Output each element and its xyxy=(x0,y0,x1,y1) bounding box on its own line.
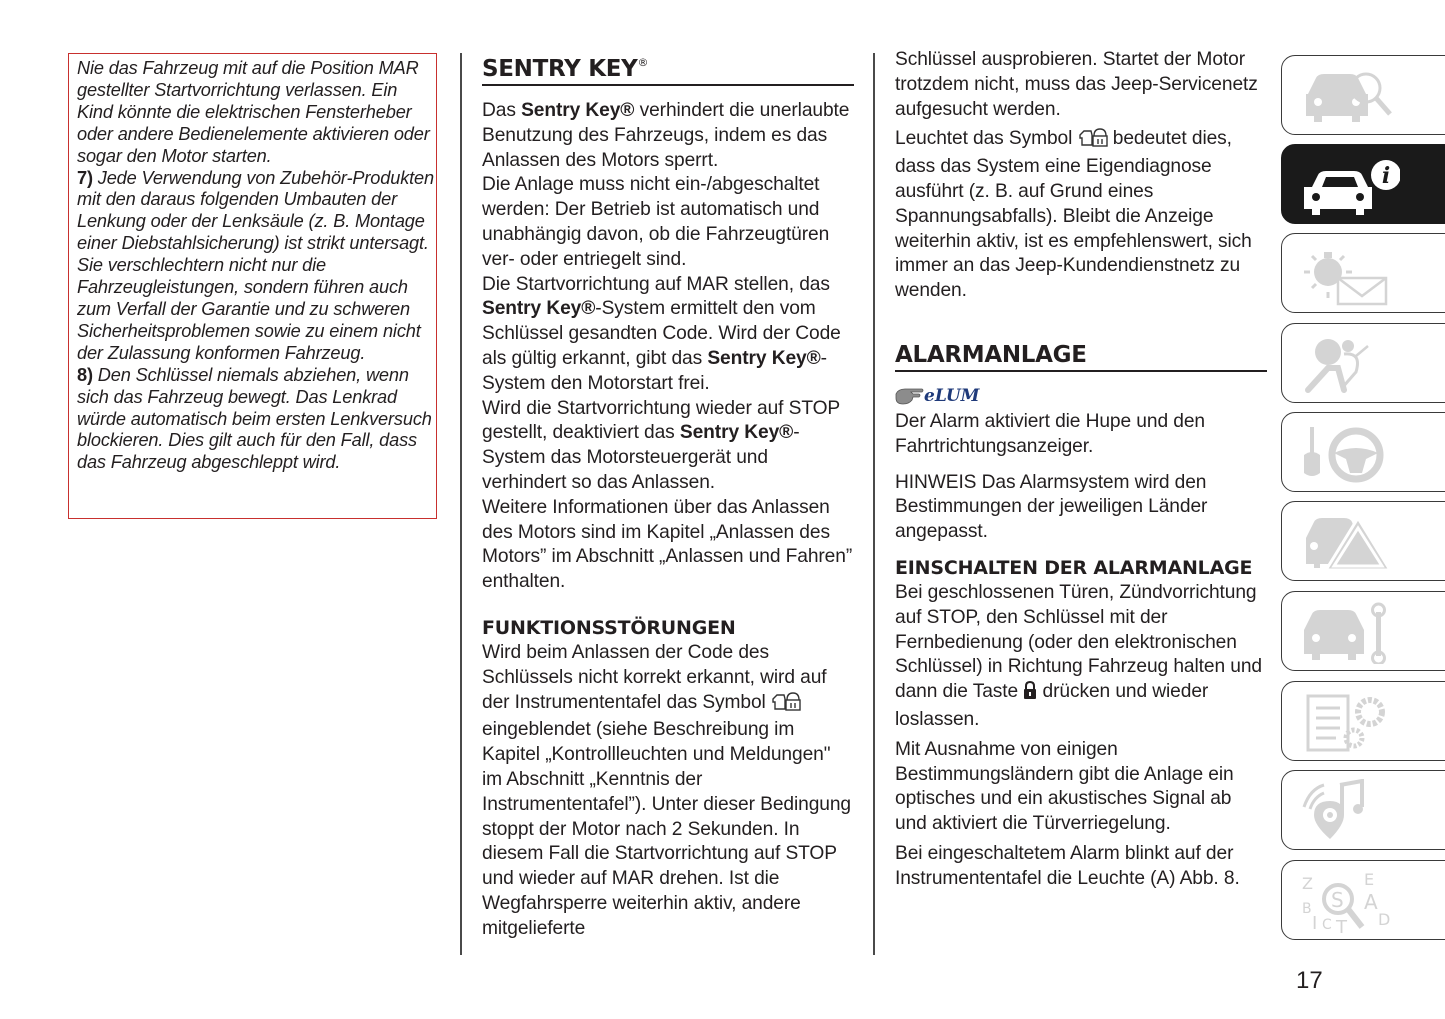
text: drücken und wieder loslassen. xyxy=(895,681,1209,730)
paragraph xyxy=(482,397,854,496)
svg-text:T: T xyxy=(1336,917,1347,933)
car-wrench-icon xyxy=(1300,600,1400,664)
index-search-icon xyxy=(1300,869,1400,933)
svg-text:B: B xyxy=(1302,901,1312,917)
bold-text: Sentry Key® xyxy=(521,100,635,121)
chapter-tab-index[interactable] xyxy=(1281,860,1445,940)
column-divider xyxy=(460,53,462,955)
text: verhindert die unerlaubte Benutzung des Fahrzeugs, indem es das Anlassen des Motors sperrt. xyxy=(482,100,850,171)
paragraph: Der Alarm aktiviert die Hupe und den Fahrtrichtungsanzeiger. xyxy=(895,410,1205,457)
section-title-sentry-key xyxy=(482,50,854,86)
paragraph xyxy=(895,581,1267,733)
paragraph: Mit Ausnahme von einigen Bestimmungsländern gibt die Anlage ein optisches und ein akustisches Signal ab und aktiviert die Türverriegelung. xyxy=(895,738,1234,835)
text: Das xyxy=(482,100,522,121)
warning-box xyxy=(68,53,437,519)
warning-intro: Nie das Fahrzeug mit auf die Position MAR gestellter Startvorrichtung verlassen. Ein Kind könnte die elektrischen Fensterheber oder andere Bedienelemente aktivieren oder sogar den Motor starten. xyxy=(77,58,430,166)
section-title-einschalten: EINSCHALTEN DER ALARMANLAGE xyxy=(895,556,1253,579)
bold-text: Sentry Key® xyxy=(482,298,596,320)
pointing-hand-icon xyxy=(895,385,925,407)
text: Leuchtet das Symbol xyxy=(895,128,1078,150)
column-alarm xyxy=(895,48,1267,892)
paragraph: Bei eingeschaltetem Alarm blinkt auf der Instrumententafel die Leuchte (A) Abb. 8. xyxy=(895,842,1240,889)
chapter-tab-safety[interactable] xyxy=(1281,323,1445,403)
registered-mark: ® xyxy=(637,56,649,69)
paragraph xyxy=(482,273,854,397)
lock-icon xyxy=(1023,681,1037,708)
chapter-tab-car-info[interactable] xyxy=(1281,144,1445,224)
text: bedeutet dies, dass das System eine Eigendiagnose ausführt (z. B. auf Grund eines Spannungsabfalls). Bleibt die Anzeige weiterhin aktiv, ist es empfehlenswert, sich immer an das Jeep-Kundendienstnetz zu wenden. xyxy=(895,128,1252,302)
column-divider xyxy=(873,53,875,955)
car-search-icon xyxy=(1300,64,1400,128)
svg-text:Z: Z xyxy=(1302,874,1313,893)
chapter-tab-multimedia[interactable] xyxy=(1281,770,1445,850)
section-title-alarmanlage: ALARMANLAGE xyxy=(895,342,1267,372)
svg-text:C: C xyxy=(1322,917,1332,933)
chapter-tab-starting-driving[interactable] xyxy=(1281,412,1445,492)
multimedia-music-icon xyxy=(1300,779,1400,843)
car-hazard-triangle-icon xyxy=(1300,510,1400,574)
paragraph-continued: Schlüssel ausprobieren. Startet der Motor trotzdem nicht, muss das Jeep-Servicenetz aufgesucht werden. xyxy=(895,49,1258,120)
svg-text:I: I xyxy=(1312,913,1318,933)
note-8-text: Den Schlüssel niemals abziehen, wenn sich das Fahrzeug bewegt. Das Lenkrad würde automatisch beim ersten Lenkversuch blockieren. Dies gilt auch für den Fall, dass das Fahrzeug abgeschleppt wird. xyxy=(77,364,432,473)
immobilizer-warning-icon xyxy=(1078,127,1108,155)
page-number: 17 xyxy=(1296,967,1323,994)
note-7-number: 7) xyxy=(77,167,93,188)
svg-text:D: D xyxy=(1378,910,1391,929)
paragraph xyxy=(482,99,854,173)
text: Wird die Startvorrichtung wieder auf STOP gestellt, deaktiviert das xyxy=(482,397,840,444)
paragraph: Die Anlage muss nicht ein-/abgeschaltet werden: Der Betrieb ist automatisch und unabhängig davon, ob die Fahrzeugtüren ver- oder entriegelt sind. xyxy=(482,174,830,270)
chapter-tab-maintenance[interactable] xyxy=(1281,591,1445,671)
paragraph: HINWEIS Das Alarmsystem wird den Bestimmungen der jeweiligen Länder angepasst. xyxy=(895,471,1208,543)
paragraph xyxy=(482,641,854,942)
elum-badge xyxy=(895,382,1267,410)
text: -System das Motorsteuergerät und verhindert so das Anlassen. xyxy=(482,422,800,493)
svg-text:E: E xyxy=(1364,870,1375,889)
title-text: SENTRY KEY xyxy=(482,56,638,82)
text: Die Startvorrichtung auf MAR stellen, das xyxy=(482,273,830,295)
text: eingeblendet (siehe Beschreibung im Kapitel „Kontrollleuchten und Meldungen" im Abschnitt „Kenntnis der Instrumententafel”). Unter dieser Bedingung stoppt der Motor nach 2 Sekunden. In diesem Fall die Startvorrichtung auf STOP und wieder auf MAR drehen. Ist die Wegfahrsperre weiterhin aktiv, andere mitgelieferte xyxy=(482,719,851,939)
text: -System ermittelt den vom Schlüssel gesandten Code. Wird der Code als gültig erkannt, gibt das xyxy=(482,298,841,369)
svg-text:i: i xyxy=(1381,163,1391,189)
paragraph: Weitere Informationen über das Anlassen des Motors sind im Kapitel „Anlassen des Motors” im Abschnitt „Anlassen und Fahren” enthalten. xyxy=(482,496,853,593)
column-sentry-key xyxy=(482,50,854,942)
warning-light-message-icon xyxy=(1300,242,1400,306)
key-steering-wheel-icon xyxy=(1300,421,1400,485)
note-7-text: Jede Verwendung von Zubehör-Produkten mit den daraus folgenden Umbauten der Lenkung oder der Lenksäule (z. B. Montage einer Diebstahlsicherung) ist strikt untersagt. Sie verschlechtern nicht nur die Fahrzeugleistungen, sondern führen auch zum Verfall der Garantie und zu schweren Sicherheitsproblemen sowie zu einem nicht der Zulassung konformen Fahrzeug. xyxy=(77,167,434,363)
text: Bei geschlossenen Türen, Zündvorrichtung auf STOP, den Schlüssel mit der Fernbedienung (oder den elektronischen Schlüssel) in Richtung Fahrzeug halten und dann die Taste xyxy=(895,581,1262,703)
chapter-tab-emergency[interactable] xyxy=(1281,501,1445,581)
note-8-number: 8) xyxy=(77,364,93,385)
text: -System den Motorstart frei. xyxy=(482,347,827,394)
chapter-tab-technical-data[interactable] xyxy=(1281,681,1445,761)
bold-text: Sentry Key® xyxy=(707,347,821,369)
car-info-icon xyxy=(1300,153,1400,217)
airbag-seat-icon xyxy=(1300,332,1400,396)
warning-text xyxy=(77,58,436,474)
text: Wird beim Anlassen der Code des Schlüssels nicht korrekt erkannt, wird auf der Instrumententafel das Symbol xyxy=(482,641,827,713)
bold-text: Sentry Key® xyxy=(679,422,794,444)
chapter-tab-car-search[interactable] xyxy=(1281,55,1445,135)
paragraph xyxy=(895,127,1267,304)
immobilizer-warning-icon xyxy=(771,691,801,719)
svg-text:S: S xyxy=(1331,888,1344,912)
elum-label: eLUM xyxy=(924,385,980,406)
svg-text:A: A xyxy=(1364,890,1378,914)
section-title-funktionsstoerungen: FUNKTIONSSTÖRUNGEN xyxy=(482,616,736,639)
chapter-tab-warning-lights[interactable] xyxy=(1281,233,1445,313)
specs-gears-icon xyxy=(1300,690,1400,754)
